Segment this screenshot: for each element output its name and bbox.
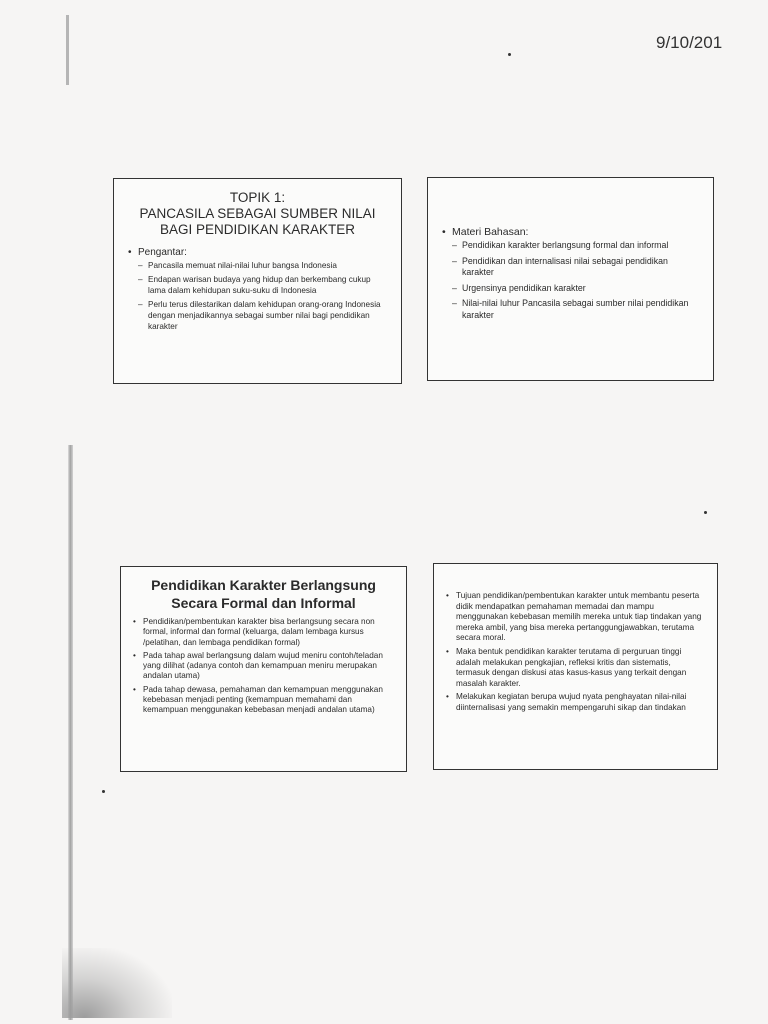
bullet-text: Pada tahap awal berlangsung dalam wujud meniru contoh/teladan yang dilihat (adanya contoh dan kemampuan meniru merupakan andalan utama) <box>143 650 383 681</box>
slide-title-line: BAGI PENDIDIKAN KARAKTER <box>159 222 356 237</box>
bullet-item <box>442 226 699 321</box>
bullet-item <box>446 692 705 713</box>
sub-bullet-list <box>452 240 699 321</box>
bullet-list <box>446 591 705 714</box>
bullet-item <box>128 247 387 332</box>
page-date: 9/10/201 <box>656 33 723 52</box>
bullet-list <box>128 247 387 332</box>
scan-corner-smudge <box>62 948 172 1018</box>
sub-bullet-item: – Pancasila memuat nilai-nilai luhur bangsa Indonesia <box>138 260 387 271</box>
slide-title-line: Pendidikan Karakter Berlangsung <box>151 577 376 593</box>
scan-speck <box>704 511 707 514</box>
bullet-item <box>446 647 705 689</box>
slide-1 <box>113 178 402 384</box>
sub-bullet-item: – Nilai-nilai luhur Pancasila sebagai sumber nilai pendidikan karakter <box>452 298 699 321</box>
bullet-text: Pada tahap dewasa, pemahaman dan kemampuan menggunakan kebebasan menjadi penting (kemampuan memahami dan kemampuan menggunakan kebebasan menjadi andalan utama) <box>143 684 383 715</box>
scan-edge-top <box>66 15 69 85</box>
slide-3 <box>120 566 407 772</box>
sub-bullet-item: – Pendidikan karakter berlangsung formal dan informal <box>452 240 699 252</box>
sub-bullet-item: – Urgensinya pendidikan karakter <box>452 283 699 295</box>
slide-title-line: TOPIK 1: <box>229 190 286 205</box>
sub-bullet-item: – Perlu terus dilestarikan dalam kehidupan orang-orang Indonesia dengan menjadikannya sebagai sumber nilai bagi pendidikan karakter <box>138 299 387 332</box>
sub-bullet-item: – Endapan warisan budaya yang hidup dan berkembang cukup lama dalam kehidupan suku-suku di Indonesia <box>138 274 387 296</box>
bullet-item <box>133 685 394 716</box>
bullet-text: Melakukan kegiatan berupa wujud nyata penghayatan nilai-nilai diinternalisasi yang semakin mempengaruhi sikap dan tindakan <box>456 692 687 712</box>
scan-edge-binding <box>68 445 73 1020</box>
bullet-item <box>133 617 394 648</box>
slide-title <box>128 190 387 238</box>
bullet-text: Maka bentuk pendidikan karakter terutama di perguruan tinggi adalah melakukan pengkajian, refleksi kritis dan sistematis, termasuk dengan diskusi atas kasus-kasus yang terkait dengan masalah karakter. <box>456 646 687 688</box>
sub-bullet-list <box>138 260 387 332</box>
slide-title-line: PANCASILA SEBAGAI SUMBER NILAI <box>139 206 376 221</box>
sub-bullet-item: – Pendidikan dan internalisasi nilai sebagai pendidikan karakter <box>452 256 699 279</box>
bullet-item <box>446 591 705 644</box>
bullet-list <box>133 617 394 716</box>
bullet-text: Materi Bahasan: <box>452 226 529 238</box>
bullet-item <box>133 651 394 682</box>
scan-speck <box>102 790 105 793</box>
bullet-text: Tujuan pendidikan/pembentukan karakter untuk membantu peserta didik mendapatkan pemahaman memadai dan mampu menggunakan kebebasan memilih mereka untuk tiap tindakan yang mereka ambil, yang bisa mereka pertanggungjawabkan, terutama secara moral. <box>456 591 702 643</box>
slide-title <box>133 576 394 612</box>
scan-speck <box>508 53 511 56</box>
slide-2 <box>427 177 714 381</box>
slide-title-line: Secara Formal dan Informal <box>171 595 356 611</box>
slide-4 <box>433 563 718 770</box>
bullet-text: Pengantar: <box>138 247 187 258</box>
bullet-text: Pendidikan/pembentukan karakter bisa berlangsung secara non formal, informal dan formal (keluarga, dalam lembaga kursus /pelatihan, dan lembaga pendidikan formal) <box>143 617 375 647</box>
bullet-list <box>442 226 699 321</box>
